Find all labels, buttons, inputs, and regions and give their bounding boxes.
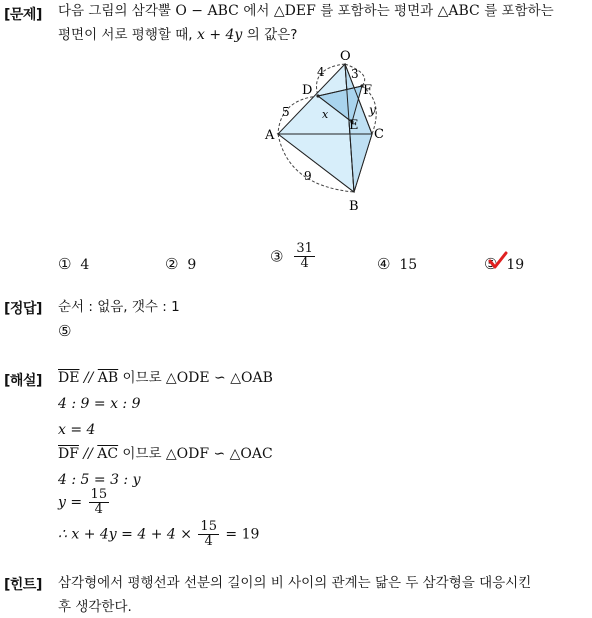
problem-label: [문제] [4, 7, 42, 23]
len-OD: 4 [317, 65, 325, 79]
hint-label: [힌트] [4, 577, 42, 593]
answer-line-2: ⑤ [58, 322, 72, 340]
len-AB: 9 [304, 169, 312, 183]
label-A: A [265, 128, 275, 143]
label-O: O [340, 49, 351, 64]
choice-3[interactable]: ③ $\frac{31}{4}$ [270, 241, 313, 271]
check-mark-icon [487, 250, 509, 272]
len-DA: 5 [282, 105, 290, 119]
hint-line-2: 후 생각한다. [58, 599, 132, 615]
explanation-line-2: 4 : 9 = x : 9 [58, 396, 141, 412]
explanation-line-5: 4 : 5 = 3 : y [58, 472, 141, 488]
hint-line-1: 삼각형에서 평행선과 선분의 길이의 비 사이의 관계는 닮은 두 삼각형을 대응시킨 [58, 575, 532, 591]
len-OF: 3 [351, 67, 359, 81]
label-B: B [349, 199, 359, 214]
len-DE: x [322, 108, 329, 121]
choice-2[interactable]: ② 9 [165, 255, 197, 273]
problem-line-1: 다음 그림의 삼각뿔 O − ABC 에서 △DEF 를 포함하는 평면과 △ABC 를 포함하는 [58, 3, 554, 19]
explanation-line-7: ∴ x + 4y = 4 + 4 × $\frac{15}{4}$ = 19 [58, 519, 260, 549]
label-D: D [302, 83, 313, 98]
label-F: F [363, 83, 373, 98]
choice-4[interactable]: ④ 15 [377, 255, 418, 273]
explanation-line-6: y = $\frac{15}{4}$ [58, 487, 108, 517]
choice-1[interactable]: ① 4 [58, 255, 90, 273]
problem-line-2: 평면이 서로 평행할 때, x + 4y 의 값은? [58, 27, 298, 43]
len-FC: y [369, 103, 376, 117]
answer-label: [정답] [4, 301, 42, 317]
explanation-label: [해설] [4, 373, 42, 389]
face-OAB [278, 64, 354, 192]
answer-line-1: 순서 : 없음, 갯수 : 1 [58, 299, 180, 315]
point-D [316, 94, 319, 97]
pyramid-figure [250, 44, 400, 220]
choice-5[interactable]: ⑤ 19 [484, 255, 525, 273]
explanation-line-4: $\overline{DF} // \overline{AC}$ 이므로 △ODF ∽ △OAC [58, 446, 273, 462]
explanation-line-3: x = 4 [58, 422, 96, 438]
label-C: C [374, 127, 384, 142]
label-E: E [349, 118, 359, 133]
explanation-line-1: $\overline{DE} // \overline{AB}$ 이므로 △ODE ∽ △OAB [58, 370, 273, 386]
